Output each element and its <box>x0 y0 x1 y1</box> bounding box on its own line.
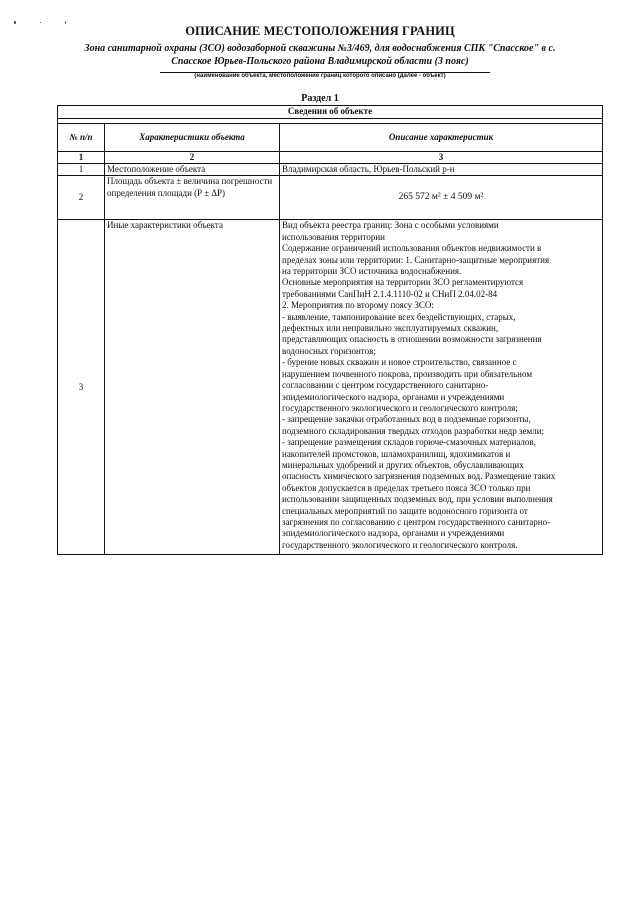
row-num: 2 <box>58 176 105 220</box>
description-line: на территории ЗСО источника водоснабжения. <box>282 266 462 277</box>
row-num: 1 <box>58 164 105 176</box>
description-line: - бурение новых скважин и новое строительство, связанное с <box>282 357 517 368</box>
row-characteristic: Местоположение объекта <box>105 164 280 176</box>
description-line: 2. Мероприятия по второму поясу ЗСО: <box>282 300 434 311</box>
table-caption-row <box>58 106 603 119</box>
description-text <box>282 220 600 551</box>
description-line: - выявление, тампонирование всех бездействующих, старых, <box>282 311 516 322</box>
row-characteristic: Иные характеристики объекта <box>105 220 280 555</box>
table-row <box>58 176 603 220</box>
description-line: минеральных удобрений и других объектов, обуславливающих <box>282 459 524 470</box>
description-line: нарушением почвенного покрова, производить при обязательном <box>282 368 533 379</box>
description-line: использования территории <box>282 231 385 242</box>
header-num: № п/п <box>58 124 105 152</box>
description-line: объектов допускается в пределах третьего пояса ЗСО только при <box>282 482 531 493</box>
row-characteristic: Площадь объекта ± величина погрешности определения площади (P ± ΔP) <box>105 176 280 220</box>
description-line: Содержание ограничений использования объектов недвижимости в <box>282 243 542 254</box>
scan-speck <box>40 22 41 23</box>
row-num: 3 <box>58 220 105 555</box>
table-header-row <box>58 124 603 152</box>
description-line: пределах зоны или территории: 1. Санитарно-защитные мероприятия <box>282 254 550 265</box>
description-line: использовании защищенных подземных вод, при условии выполнения <box>282 494 553 505</box>
row-description: 265 572 м² ± 4 509 м² <box>280 176 603 220</box>
description-line: - запрещение размещения складов горюче-смазочных материалов, <box>282 437 536 448</box>
description-line: эпидемиологического надзора, органами и учреждениями <box>282 391 505 402</box>
row-description: Владимирская область, Юрьев-Польский р-н <box>280 164 603 176</box>
object-caption: (наименование объекта, местоположение границ которого описано (далее - объект) <box>194 73 446 79</box>
description-line: специальных мероприятий по защите водоносного горизонта от <box>282 505 528 516</box>
description-line: согласовании с центром государственного санитарно- <box>282 380 489 391</box>
header-description: Описание характеристик <box>280 124 603 152</box>
description-line: представляющих опасность в отношении возможности загрязнения <box>282 334 542 345</box>
description-line: Вид объекта реестра границ: Зона с особыми условиями <box>282 220 499 231</box>
object-info-table <box>57 105 603 555</box>
description-line: государственного экологического и геологического контроля; <box>282 402 518 413</box>
description-line: загрязнения по согласованию с центром государственного санитарно- <box>282 516 551 527</box>
column-number: 2 <box>105 152 280 164</box>
column-number: 3 <box>280 152 603 164</box>
document-subtitle <box>70 42 570 68</box>
description-line: накопителей промстоков, шламохранилищ, ядохимикатов и <box>282 448 511 459</box>
description-line: подземного складирования твердых отходов разработки недр земли; <box>282 425 545 436</box>
description-line: - запрещение закачки отработанных вод в подземные горизонты, <box>282 414 531 425</box>
column-numbers-row <box>58 152 603 164</box>
column-number: 1 <box>58 152 105 164</box>
table-row <box>58 220 603 555</box>
document-title: ОПИСАНИЕ МЕСТОПОЛОЖЕНИЯ ГРАНИЦ <box>185 24 455 38</box>
description-line: водоносных горизонтов; <box>282 345 376 356</box>
row-description <box>280 220 603 555</box>
subtitle-line: Спасское Юрьев-Польского района Владимирской области (3 пояс) <box>171 56 469 67</box>
section-title: Раздел 1 <box>301 93 339 104</box>
description-line: государственного экологического и геологического контроля. <box>282 539 518 550</box>
description-line: требованиями СанПиН 2.1.4.1110-02 и СНиП 2.04.02-84 <box>282 288 498 299</box>
header-characteristics: Характеристики объекта <box>105 124 280 152</box>
table-row <box>58 164 603 176</box>
description-line: Основные мероприятия на территории ЗСО регламентируются <box>282 277 524 288</box>
description-line: дефектных или неправильно эксплуатируемых скважин, <box>282 323 499 334</box>
subtitle-line: Зона санитарной охраны (ЗСО) водозаборной скважины №3/469, для водоснабжения СПК "Спасское" в с. <box>84 43 556 54</box>
description-line: опасность химического загрязнения подземных вод. Размещение таких <box>282 471 556 482</box>
description-line: эпидемиологического надзора, органами и учреждениями <box>282 528 505 539</box>
table-caption: Сведения об объекте <box>58 106 603 119</box>
